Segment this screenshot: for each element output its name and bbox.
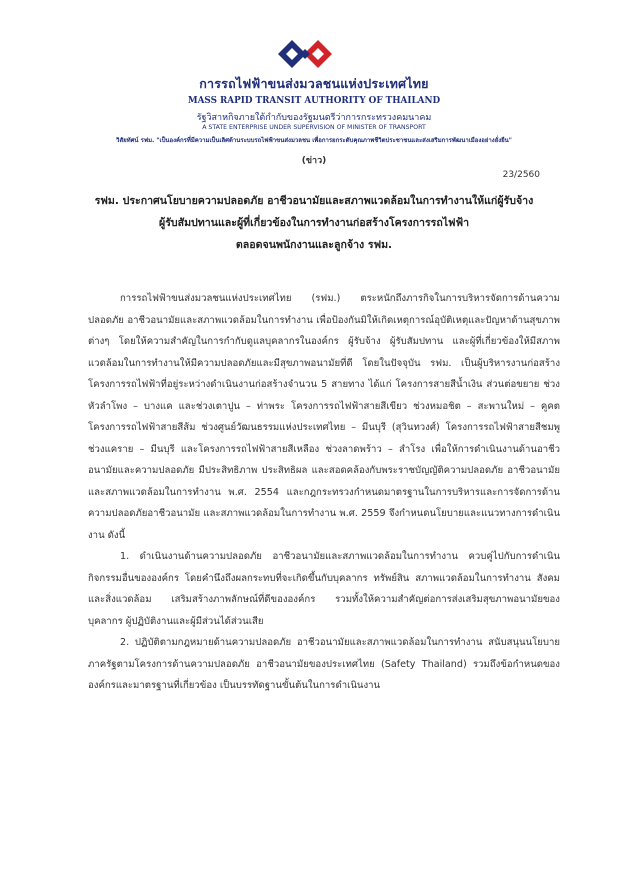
- vision-statement: วิสัยทัศน์ รฟม. "เป็นองค์กรที่มีความเป็นเลิศด้านระบบรถไฟฟ้าขนส่งมวลชน เพื่อการยกระดับคุณภาพชีวิตประชาชนและส่งเสริมการพัฒนาเมืองอย่างยั่งยืน": [116, 137, 512, 144]
- mrta-logo-icon: [274, 38, 336, 70]
- body-paragraph-policy-1: 1. ดำเนินงานด้านความปลอดภัย อาชีวอนามัยและสภาพแวดล้อมในการทำงาน ควบคู่ไปกับการดำเนินกิจกรรมอื่นขององค์กร โดยคำนึงถึงผลกระทบที่จะเกิดขึ้นกับบุคลากร ทรัพย์สิน สภาพแวดล้อมในการทำงาน สังคมและสิ่งแวดล้อม เสริมสร้างภาพลักษณ์ที่ดีขององค์กร รวมทั้งให้ความสำคัญต่อการส่งเสริมสุขภาพอนามัยของบุคลากร ผู้ปฏิบัติงานและผู้มีส่วนได้ส่วนเสีย: [88, 551, 560, 627]
- document-number: 23/2560: [502, 170, 540, 180]
- body-paragraph-intro: การรถไฟฟ้าขนส่งมวลชนแห่งประเทศไทย (รฟม.) ตระหนักถึงภารกิจในการบริหารจัดการด้านความปลอดภัย อาชีวอนามัยและสภาพแวดล้อมในการทำงาน เพื่อป้องกันมิให้เกิดเหตุการณ์อุบัติเหตุและปัญหาด้านสุขภาพต่างๆ โดยให้ความสำคัญในการกำกับดูแลบุคลากรในองค์กร ผู้รับจ้าง ผู้รับสัมปทาน และผู้ที่เกี่ยวข้องให้มีสภาพแวดล้อมในการทำงานให้มีความปลอดภัยและมีสุขภาพอนามัยที่ดี โดยในปัจจุบัน รฟม. เป็นผู้บริหารงานก่อสร้างโครงการรถไฟฟ้าที่อยู่ระหว่างดำเนินงานก่อสร้างจำนวน 5 สายทาง ได้แก่ โครงการสายสีน้ำเงิน ส่วนต่อขยาย ช่วงหัวลำโพง – บางแค และช่วงเตาปูน – ท่าพระ โครงการรถไฟฟ้าสายสีเขียว ช่วงหมอชิต – สะพานใหม่ – คูคต โครงการรถไฟฟ้าสายสีส้ม ช่วงศูนย์วัฒนธรรมแห่งประเทศไทย – มีนบุรี (สุวินทวงศ์) โครงการรถไฟฟ้าสายสีชมพู ช่วงแคราย – มีนบุรี และโครงการรถไฟฟ้าสายสีเหลือง ช่วงลาดพร้าว – สำโรง เพื่อให้การดำเนินงานด้านอาชีวอนามัยและความปลอดภัย มีประสิทธิภาพ ประสิทธิผล และสอดคล้องกับพระราชบัญญัติความปลอดภัย อาชีวอนามัยและสภาพแวดล้อมในการทำงาน พ.ศ. 2554 และกฎกระทรวงกำหนดมาตรฐานในการบริหารและการจัดการด้านความปลอดภัยอาชีวอนามัย และสภาพแวดล้อมในการทำงาน พ.ศ. 2559 จึงกำหนดนโยบายและแนวทางการดำเนินงาน ดังนี้: [88, 293, 560, 541]
- news-label: (ข่าว): [301, 156, 327, 166]
- org-name-english: MASS RAPID TRANSIT AUTHORITY OF THAILAND: [187, 96, 441, 106]
- state-enterprise-thai: รัฐวิสาหกิจภายใต้กำกับของรัฐมนตรีว่าการกระทรวงคมนาคม: [196, 113, 432, 123]
- body-paragraph-policy-2: 2. ปฏิบัติตามกฎหมายด้านความปลอดภัย อาชีวอนามัยและสภาพแวดล้อมในการทำงาน สนับสนุนนโยบายภาครัฐตามโครงการด้านความปลอดภัย อาชีวอนามัยของประเทศไทย (Safety Thailand) รวมถึงข้อกำหนดขององค์กรและมาตรฐานที่เกี่ยวข้อง เป็นบรรทัดฐานขั้นต้นในการดำเนินงาน: [88, 637, 560, 691]
- headline-line-3: ตลอดจนพนักงานและลูกจ้าง รฟม.: [235, 239, 393, 251]
- headline-line-1: รฟม. ประกาศนโยบายความปลอดภัย อาชีวอนามัยและสภาพแวดล้อมในการทำงานให้แก่ผู้รับจ้าง: [94, 195, 534, 207]
- headline: [40, 190, 588, 256]
- org-name-thai: การรถไฟฟ้าขนส่งมวลชนแห่งประเทศไทย: [199, 76, 429, 91]
- state-enterprise-english: A STATE ENTERPRISE UNDER SUPERVISION OF MINISTER OF TRANSPORT: [202, 124, 426, 131]
- headline-line-2: ผู้รับสัมปทานและผู้ที่เกี่ยวข้องในการทำงานก่อสร้างโครงการรถไฟฟ้า: [158, 217, 470, 229]
- body-text: [88, 288, 560, 697]
